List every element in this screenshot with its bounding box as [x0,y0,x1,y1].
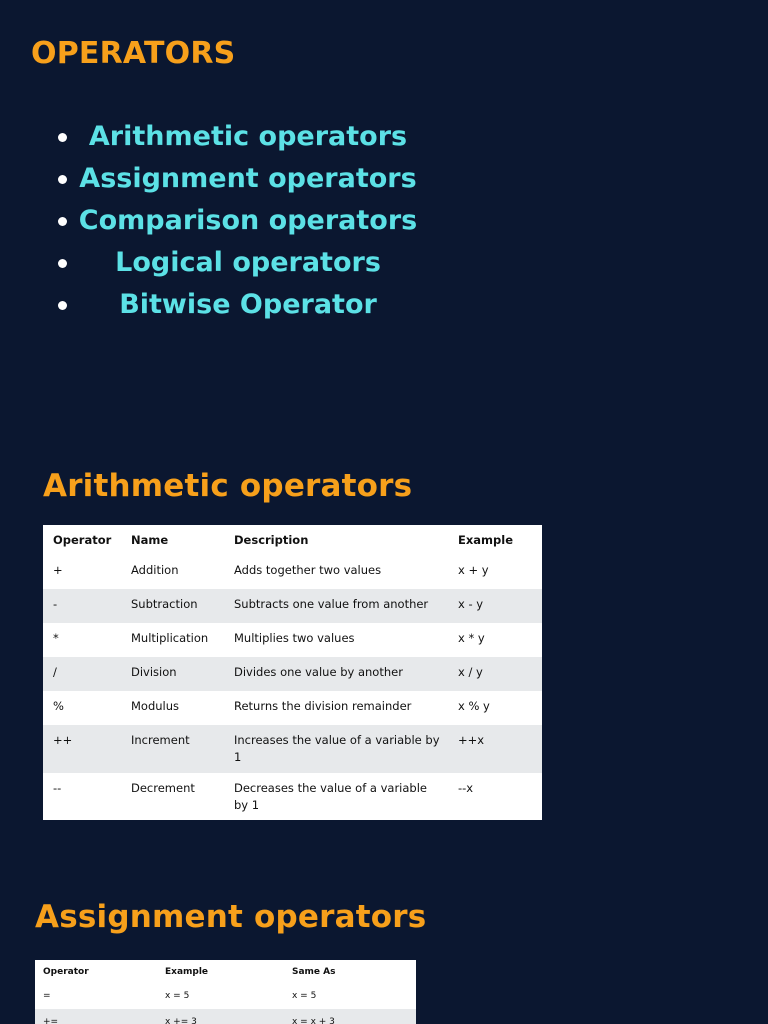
table-cell: Decreases the value of a variable by 1 [224,773,448,820]
list-item [52,284,432,326]
table-cell: % [43,691,121,725]
table-cell: Addition [121,555,224,589]
list-item-label: Comparison operators [78,205,418,236]
arithmetic-table-container [43,525,542,820]
operator-type-list [52,116,432,326]
bullet-icon [58,259,67,268]
table-cell: Multiplies two values [224,623,448,657]
table-row [43,773,542,820]
table-cell: --x [448,773,542,820]
column-header: Example [165,966,209,977]
table-cell: ++ [43,725,121,773]
table-cell: Adds together two values [224,555,448,589]
table-row [43,657,542,691]
table-cell: x / y [448,657,542,691]
column-header: Operator [43,966,89,977]
bullet-icon [58,217,67,226]
table-row [43,589,542,623]
column-header: Operator [53,533,112,547]
list-item-label: Arithmetic operators [88,121,408,152]
assignment-section-title: Assignment operators [35,899,427,935]
table-cell: + [43,555,121,589]
table-cell: -- [43,773,121,820]
bullet-icon [58,175,67,184]
table-cell: / [43,657,121,691]
list-item [52,200,432,242]
table-cell: x = x + 3 [284,1009,416,1024]
list-item-label: Logical operators [115,247,381,278]
table-cell: x + y [448,555,542,589]
table-cell: x % y [448,691,542,725]
table-cell: Returns the division remainder [224,691,448,725]
table-cell: ++x [448,725,542,773]
list-item [52,116,432,158]
list-item [52,158,432,200]
arithmetic-operators-table [43,525,542,820]
list-item [52,242,432,284]
bullet-icon [58,301,67,310]
column-header: Description [234,533,309,547]
table-row [35,983,416,1009]
page-title: OPERATORS [31,36,236,71]
table-cell: Division [121,657,224,691]
table-cell: Increment [121,725,224,773]
list-item-label: Assignment operators [79,163,417,194]
assignment-table-container [35,960,416,1024]
column-header: Name [131,533,169,547]
bullet-icon [58,133,67,142]
table-cell: Multiplication [121,623,224,657]
table-row [35,1009,416,1024]
table-cell: Modulus [121,691,224,725]
table-cell: x - y [448,589,542,623]
table-cell: x = 5 [284,983,416,1009]
table-header-row [35,960,416,983]
table-cell: = [35,983,157,1009]
table-row [43,725,542,773]
table-row [43,691,542,725]
table-cell: * [43,623,121,657]
table-cell: x * y [448,623,542,657]
table-cell: x += 3 [157,1009,284,1024]
column-header: Same As [292,966,336,977]
arithmetic-section-title: Arithmetic operators [43,468,413,504]
table-cell: += [35,1009,157,1024]
table-cell: Decrement [121,773,224,820]
table-row [43,555,542,589]
table-cell: x = 5 [157,983,284,1009]
column-header: Example [458,533,513,547]
table-cell: Increases the value of a variable by 1 [224,725,448,773]
table-cell: - [43,589,121,623]
table-cell: Subtraction [121,589,224,623]
table-cell: Subtracts one value from another [224,589,448,623]
table-cell: Divides one value by another [224,657,448,691]
assignment-operators-table [35,960,416,1024]
list-item-label: Bitwise Operator [119,289,377,320]
table-row [43,623,542,657]
table-header-row [43,525,542,555]
